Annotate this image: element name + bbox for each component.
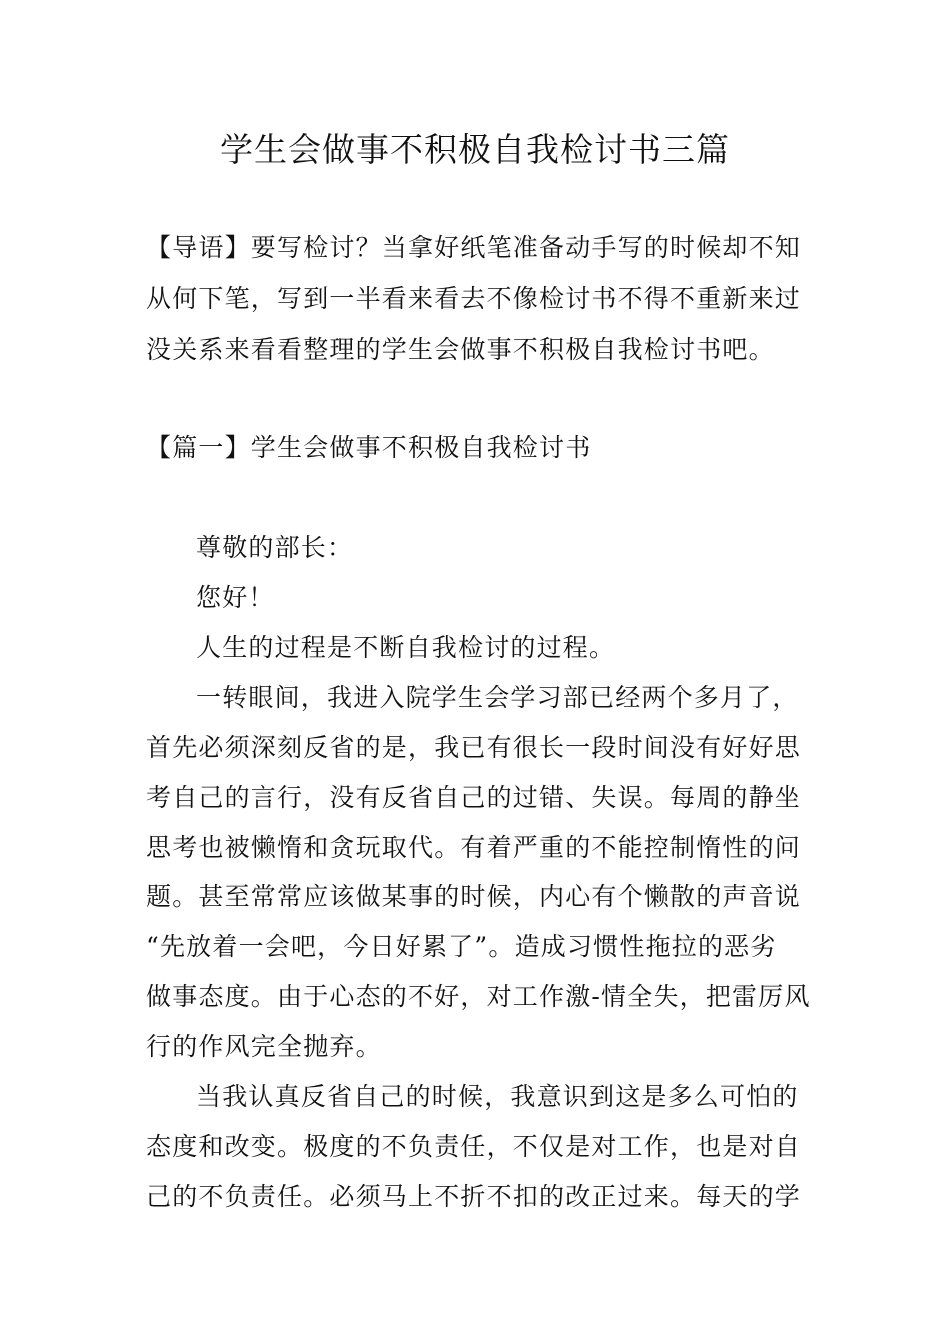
paragraph-line: 题。甚至常常应该做某事的时候，内心有个懒散的声音说 [146,882,802,911]
paragraph-line: 态度和改变。极度的不负责任，不仅是对工作，也是对自 [146,1132,802,1161]
paragraph-line: 思考也被懒惰和贪玩取代。有着严重的不能控制惰性的问 [146,833,802,862]
section-heading: 【篇一】学生会做事不积极自我检讨书 [146,433,592,462]
paragraph-line: 一转眼间，我进入院学生会学习部已经两个多月了， [196,683,799,712]
document-title: 学生会做事不积极自我检讨书三篇 [220,130,730,169]
paragraph-line: 考自己的言行，没有反省自己的过错、失误。每周的静坐 [146,783,802,812]
intro-line: 【导语】要写检讨？当拿好纸笔准备动手写的时候却不知 [146,233,802,262]
paragraph-line: 人生的过程是不断自我检讨的过程。 [196,633,616,662]
paragraph-line: 做事态度。由于心态的不好，对工作激-情全失，把雷厉风 [146,982,811,1011]
greeting: 您好！ [196,583,275,612]
paragraph-line: 当我认真反省自己的时候，我意识到这是多么可怕的 [196,1082,799,1111]
intro-line: 没关系来看看整理的学生会做事不积极自我检讨书吧。 [146,335,775,364]
paragraph-line: 己的不负责任。必须马上不折不扣的改正过来。每天的学 [146,1182,802,1211]
paragraph-line: 首先必须深刻反省的是，我已有很长一段时间没有好好思 [146,733,802,762]
paragraph-line: “先放着一会吧，今日好累了”。造成习惯性拖拉的恶劣 [146,932,777,961]
intro-line: 从何下笔，写到一半看来看去不像检讨书不得不重新来过 [146,284,802,313]
paragraph-line: 行的作风完全抛弃。 [146,1032,382,1061]
salutation: 尊敬的部长： [196,533,354,562]
